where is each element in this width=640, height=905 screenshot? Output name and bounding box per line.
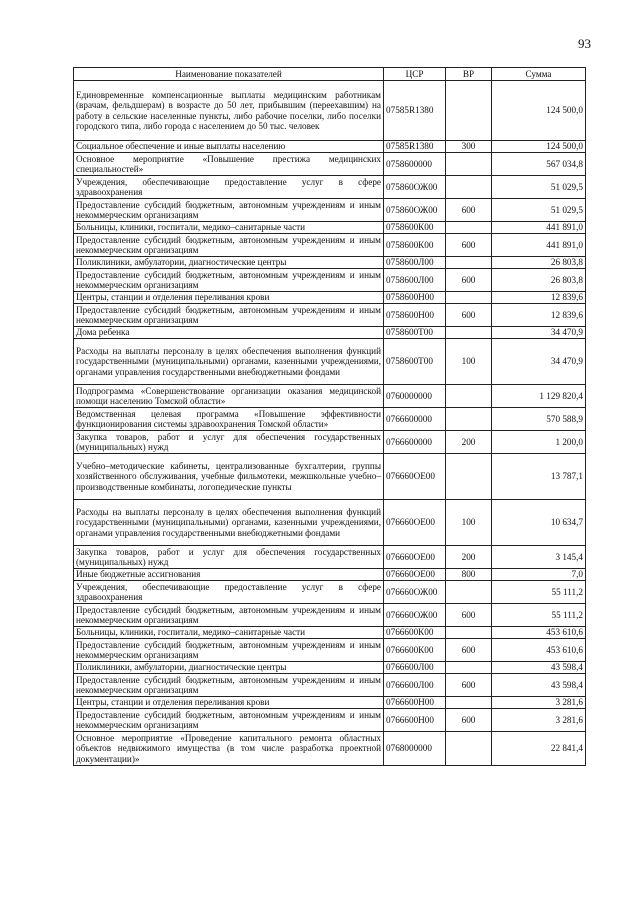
table-row [74,639,586,662]
row-csr-cell: 0766600К00 [384,627,446,639]
table-row [74,327,586,339]
row-csr-cell: 0766600Н00 [384,709,446,732]
row-vr-cell: 200 [446,431,492,454]
table-row [74,732,586,766]
row-name-cell: Предоставление субсидий бюджетным, автономным учреждениям и иным некоммерческим организациям [74,269,384,292]
row-sum-cell: 124 500,0 [492,141,586,153]
table-row [74,199,586,222]
row-csr-cell: 075860ОЖ00 [384,176,446,199]
row-name-cell: Поликлиники, амбулатории, диагностические центры [74,662,384,674]
row-sum-cell: 13 787,1 [492,454,586,500]
row-name-cell: Расходы на выплаты персоналу в целях обеспечения выполнения функций государственными (муниципальными) органами, казенными учреждениями, органами управления государственными внебюджетными фондами [74,339,384,385]
row-sum-cell: 3 281,6 [492,709,586,732]
row-vr-cell [446,153,492,176]
row-sum-cell: 570 588,9 [492,408,586,431]
row-csr-cell: 0758600Т00 [384,327,446,339]
table-row [74,339,586,385]
row-vr-cell: 600 [446,234,492,257]
row-csr-cell: 0758600Л00 [384,269,446,292]
row-vr-cell: 600 [446,604,492,627]
table-row [74,234,586,257]
row-vr-cell [446,581,492,604]
row-vr-cell [446,81,492,141]
table-row [74,176,586,199]
table-row [74,269,586,292]
row-csr-cell: 07585R1380 [384,141,446,153]
table-row [74,292,586,304]
budget-table [73,67,586,766]
row-csr-cell: 076660ОЕ00 [384,569,446,581]
row-sum-cell: 3 281,6 [492,697,586,709]
row-vr-cell: 600 [446,199,492,222]
table-row [74,222,586,234]
row-sum-cell: 34 470,9 [492,327,586,339]
table-row [74,500,586,546]
row-name-cell: Предоставление субсидий бюджетным, автономным учреждениям и иным некоммерческим организациям [74,674,384,697]
table-header-row [74,68,586,81]
row-name-cell: Закупка товаров, работ и услуг для обеспечения государственных (муниципальных) нужд [74,546,384,569]
row-sum-cell: 43 598,4 [492,662,586,674]
row-name-cell: Иные бюджетные ассигнования [74,569,384,581]
row-name-cell: Центры, станции и отделения переливания крови [74,697,384,709]
row-vr-cell [446,222,492,234]
row-sum-cell: 441 891,0 [492,222,586,234]
page-number: 93 [578,36,591,51]
table-row [74,153,586,176]
row-vr-cell [446,697,492,709]
table-row [74,141,586,153]
row-csr-cell: 07585R1380 [384,81,446,141]
row-vr-cell: 100 [446,500,492,546]
row-csr-cell: 076660ОЕ00 [384,546,446,569]
row-csr-cell: 0758600Н00 [384,304,446,327]
row-name-cell: Больницы, клиники, госпитали, медико–санитарные части [74,222,384,234]
row-sum-cell: 453 610,6 [492,627,586,639]
row-sum-cell: 10 634,7 [492,500,586,546]
row-csr-cell: 0758600Н00 [384,292,446,304]
row-csr-cell: 0758600К00 [384,222,446,234]
row-vr-cell [446,732,492,766]
row-name-cell: Ведомственная целевая программа «Повышение эффективности функционирования системы здравоохранения Томской области» [74,408,384,431]
row-name-cell: Учреждения, обеспечивающие предоставление услуг в сфере здравоохранения [74,581,384,604]
row-name-cell: Подпрограмма «Совершенствование организации оказания медицинской помощи населению Томской области» [74,385,384,408]
row-sum-cell: 124 500,0 [492,81,586,141]
row-vr-cell: 300 [446,141,492,153]
row-name-cell: Предоставление субсидий бюджетным, автономным учреждениям и иным некоммерческим организациям [74,639,384,662]
row-sum-cell: 34 470,9 [492,339,586,385]
row-vr-cell [446,292,492,304]
row-name-cell: Закупка товаров, работ и услуг для обеспечения государственных (муниципальных) нужд [74,431,384,454]
row-name-cell: Социальное обеспечение и иные выплаты населению [74,141,384,153]
table-row [74,431,586,454]
row-sum-cell: 7,0 [492,569,586,581]
row-name-cell: Дома ребенка [74,327,384,339]
row-name-cell: Больницы, клиники, госпитали, медико–санитарные части [74,627,384,639]
row-sum-cell: 55 111,2 [492,581,586,604]
row-csr-cell: 076660ОЕ00 [384,500,446,546]
row-csr-cell: 0758600000 [384,153,446,176]
row-sum-cell: 12 839,6 [492,292,586,304]
row-sum-cell: 26 803,8 [492,257,586,269]
row-csr-cell: 0766600К00 [384,639,446,662]
row-csr-cell: 0760000000 [384,385,446,408]
row-csr-cell: 0766600Н00 [384,697,446,709]
row-name-cell: Учебно–методические кабинеты, централизованные бухгалтерии, группы хозяйственного обслуживания, учебные фильмотеки, межшкольные учебно–производственные комбинаты, логопедические пункты [74,454,384,500]
row-vr-cell: 200 [446,546,492,569]
row-name-cell: Предоставление субсидий бюджетным, автономным учреждениям и иным некоммерческим организациям [74,234,384,257]
header-csr: ЦСР [384,68,446,81]
row-vr-cell: 600 [446,304,492,327]
row-name-cell: Центры, станции и отделения переливания крови [74,292,384,304]
row-vr-cell [446,385,492,408]
row-vr-cell: 600 [446,269,492,292]
row-csr-cell: 0758600К00 [384,234,446,257]
table-row [74,604,586,627]
row-csr-cell: 076660ОЖ00 [384,581,446,604]
row-vr-cell [446,662,492,674]
row-sum-cell: 51 029,5 [492,199,586,222]
row-vr-cell [446,454,492,500]
row-vr-cell [446,627,492,639]
table-body [74,81,586,766]
table-row [74,709,586,732]
row-csr-cell: 0766600000 [384,431,446,454]
row-sum-cell: 12 839,6 [492,304,586,327]
header-vr: ВР [446,68,492,81]
row-sum-cell: 22 841,4 [492,732,586,766]
row-name-cell: Предоставление субсидий бюджетным, автономным учреждениям и иным некоммерческим организациям [74,199,384,222]
table-row [74,569,586,581]
row-csr-cell: 0766600Л00 [384,662,446,674]
row-sum-cell: 567 034,8 [492,153,586,176]
row-vr-cell [446,327,492,339]
row-csr-cell: 076660ОЕ00 [384,454,446,500]
row-sum-cell: 453 610,6 [492,639,586,662]
row-vr-cell: 600 [446,674,492,697]
row-csr-cell: 0766600000 [384,408,446,431]
row-csr-cell: 0758600Л00 [384,257,446,269]
table-row [74,627,586,639]
row-name-cell: Основное мероприятие «Повышение престижа медицинских специальностей» [74,153,384,176]
header-name: Наименование показателей [74,68,384,81]
row-sum-cell: 441 891,0 [492,234,586,257]
row-name-cell: Предоставление субсидий бюджетным, автономным учреждениям и иным некоммерческим организациям [74,604,384,627]
row-csr-cell: 076660ОЖ00 [384,604,446,627]
row-sum-cell: 43 598,4 [492,674,586,697]
row-name-cell: Предоставление субсидий бюджетным, автономным учреждениям и иным некоммерческим организациям [74,709,384,732]
table-row [74,304,586,327]
table-row [74,546,586,569]
row-name-cell: Расходы на выплаты персоналу в целях обеспечения выполнения функций государственными (муниципальными) органами, казенными учреждениями, органами управления государственными внебюджетными фондами [74,500,384,546]
row-vr-cell: 600 [446,639,492,662]
row-vr-cell: 800 [446,569,492,581]
table-row [74,81,586,141]
row-csr-cell: 0768000000 [384,732,446,766]
row-sum-cell: 26 803,8 [492,269,586,292]
row-sum-cell: 55 111,2 [492,604,586,627]
row-name-cell: Учреждения, обеспечивающие предоставление услуг в сфере здравоохранения [74,176,384,199]
row-vr-cell: 100 [446,339,492,385]
row-sum-cell: 3 145,4 [492,546,586,569]
row-csr-cell: 0766600Л00 [384,674,446,697]
row-name-cell: Предоставление субсидий бюджетным, автономным учреждениям и иным некоммерческим организациям [74,304,384,327]
row-vr-cell: 600 [446,709,492,732]
row-sum-cell: 1 129 820,4 [492,385,586,408]
table-row [74,674,586,697]
row-sum-cell: 51 029,5 [492,176,586,199]
row-csr-cell: 075860ОЖ00 [384,199,446,222]
row-sum-cell: 1 200,0 [492,431,586,454]
table-row [74,408,586,431]
row-name-cell: Единовременные компенсационные выплаты медицинским работникам (врачам, фельдшерам) в возрасте до 50 лет, прибывшим (переехавшим) на работу в сельские населенные пункты, либо рабочие поселки, либо поселки городского типа, либо города с населением до 50 тыс. человек [74,81,384,141]
row-csr-cell: 0758600Т00 [384,339,446,385]
table-row [74,454,586,500]
row-vr-cell [446,176,492,199]
header-sum: Сумма [492,68,586,81]
table-row [74,581,586,604]
table-row [74,662,586,674]
row-name-cell: Основное мероприятие «Проведение капитального ремонта областных объектов недвижимого имущества (в том числе разработка проектной документации)» [74,732,384,766]
row-vr-cell [446,408,492,431]
row-vr-cell [446,257,492,269]
table-row [74,385,586,408]
table-row [74,257,586,269]
row-name-cell: Поликлиники, амбулатории, диагностические центры [74,257,384,269]
table-row [74,697,586,709]
